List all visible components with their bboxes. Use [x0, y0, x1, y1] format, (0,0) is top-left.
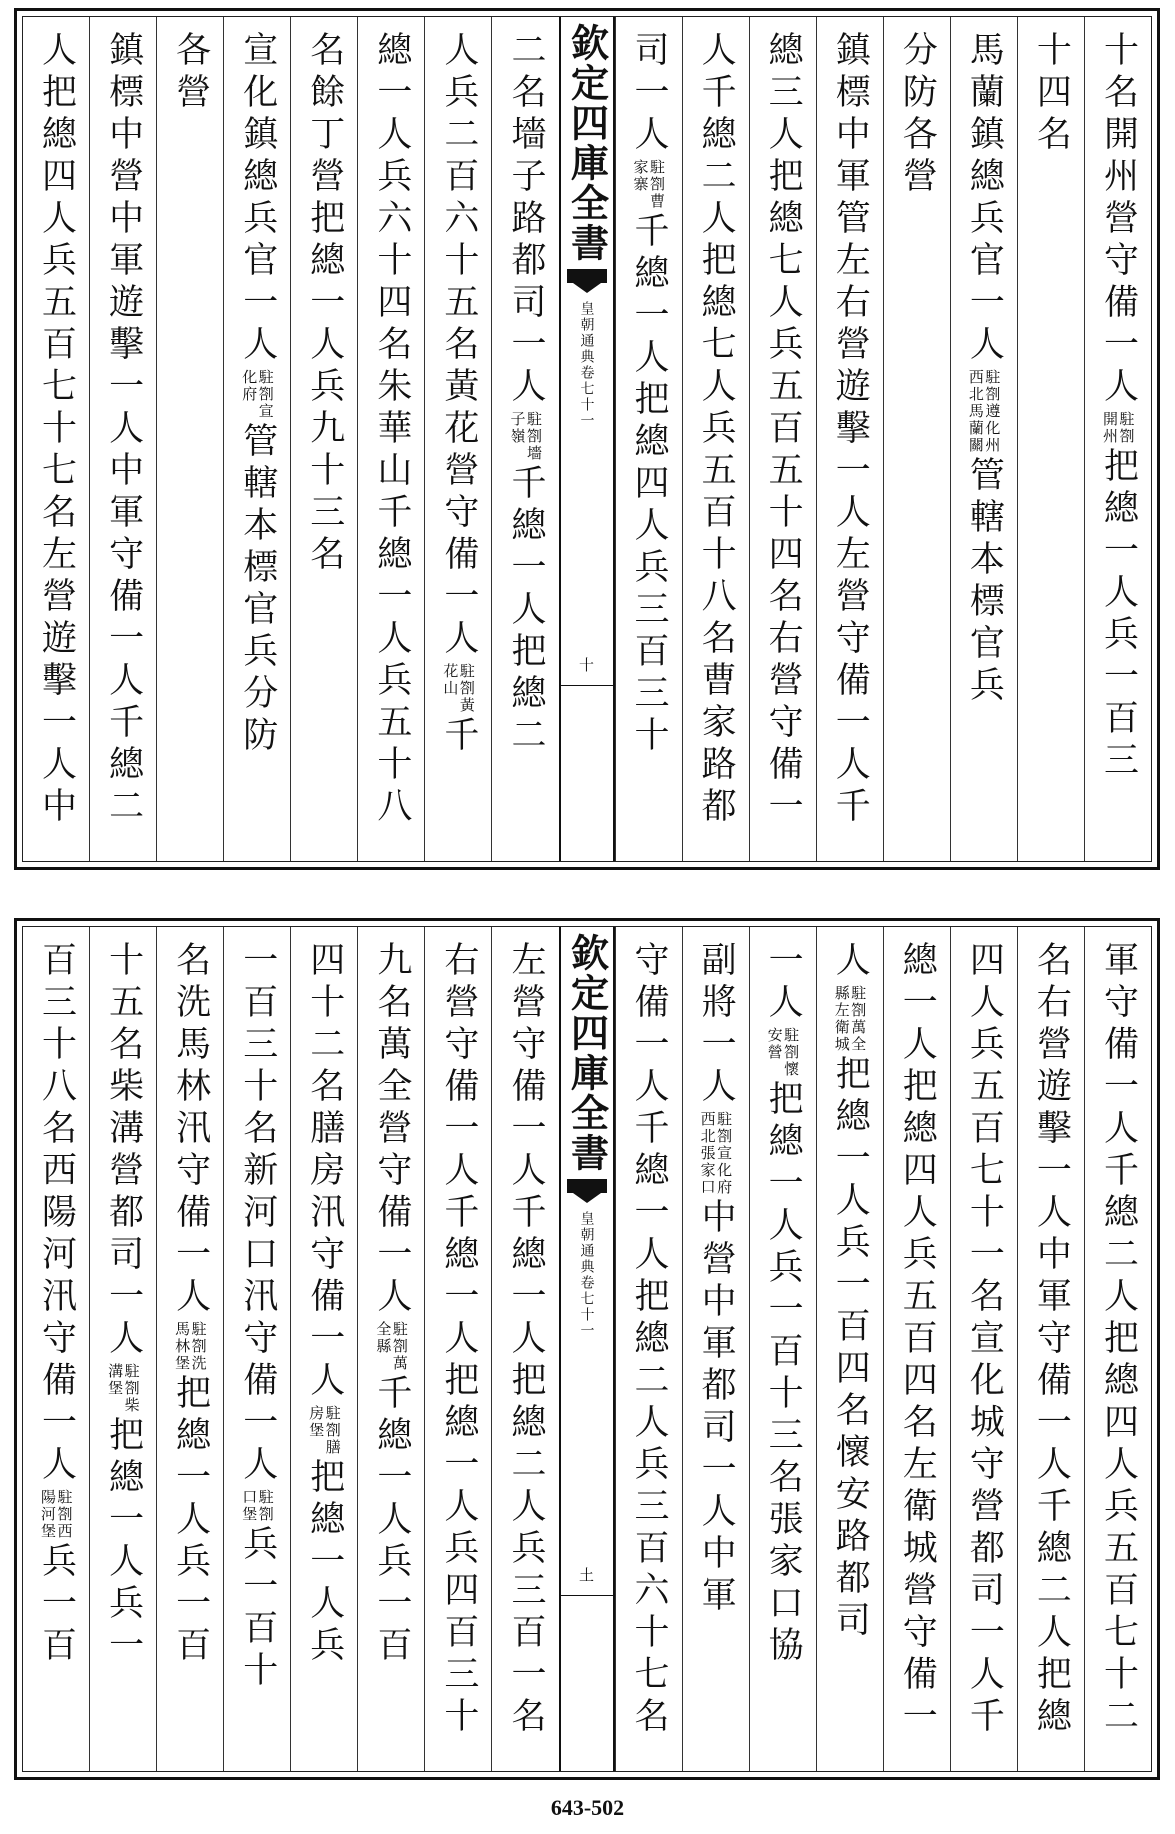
text-column: [615, 927, 682, 1771]
center-fold: [559, 17, 615, 861]
column-text: 千總一人兵一百: [371, 1374, 412, 1668]
column-text: 右營守備一人千總一人把總一人兵四百三十: [438, 941, 479, 1739]
column-text: 各營: [170, 31, 211, 115]
column-text: 把總一人兵一: [103, 1416, 144, 1668]
annotation-note: 駐劄 口堡: [240, 1489, 275, 1523]
annotation-note: 駐劄萬全 縣左衛城: [832, 985, 868, 1053]
annotation-note: 駐劄西 陽河堡: [39, 1489, 74, 1540]
column-text: 總三人把總七人兵五百五十四名右營守備一: [763, 31, 804, 829]
column-text: 管轄本標官兵分防: [237, 422, 278, 758]
annotation-note: 駐劄懷 安營: [765, 1027, 801, 1078]
book-name: [577, 1211, 597, 1339]
text-column: [749, 927, 816, 1771]
text-column: [223, 17, 290, 861]
column-text: 十五名柴溝營都司一人: [103, 941, 144, 1361]
text-column: [491, 927, 558, 1771]
text-column: [290, 927, 357, 1771]
column-text: 千: [438, 716, 479, 758]
annotation-note: 駐劄遵化州 西北馬蘭關: [966, 369, 1002, 454]
column-text: 一百三十名新河口汛守備一人: [237, 941, 278, 1487]
text-column: [749, 17, 816, 861]
text-column: [357, 17, 424, 861]
column-text: 中營中軍都司一人中軍: [696, 1198, 737, 1618]
page-number: 十: [577, 657, 595, 672]
text-column: [883, 927, 950, 1771]
column-text: 名餘丁營把總一人兵九十三名: [304, 31, 345, 577]
column-text: 人把總四人兵五百七十七名左營遊擊一人中: [36, 31, 77, 829]
column-text: 四人兵五百七十一名宣化城守營都司一人千: [964, 941, 1005, 1739]
volume-number: 卷七十一: [578, 1275, 595, 1339]
column-text: 人兵二百六十五名黃花營守備一人: [438, 31, 479, 661]
text-column: [950, 17, 1017, 861]
text-column: [156, 17, 223, 861]
column-text: 一人: [763, 941, 804, 1025]
column-text: 人: [830, 941, 871, 983]
page-code: 643-502: [550, 1795, 625, 1820]
annotation-note: 駐劄膳 房堡: [307, 1405, 342, 1456]
text-column: [290, 17, 357, 861]
volume-number: 卷七十一: [578, 365, 595, 429]
column-text: 人千總二人把總七人兵五百十八名曹家路都: [696, 31, 737, 829]
text-column: [950, 927, 1017, 1771]
text-column: [491, 17, 558, 861]
column-text: 守備一人千總一人把總二人兵三百六十七名: [629, 941, 670, 1739]
column-text: 宣化鎮總兵官一人: [237, 31, 278, 367]
column-text: 百三十八名西陽河汛守備一人: [36, 941, 77, 1487]
column-text: 九名萬全營守備一人: [371, 941, 412, 1319]
text-column: [682, 927, 749, 1771]
text-column: [424, 927, 491, 1771]
text-column: [23, 17, 89, 861]
text-column: [424, 17, 491, 861]
text-column: [1084, 927, 1151, 1771]
text-column: [816, 927, 883, 1771]
annotation-note: 駐劄洗 馬林堡: [173, 1321, 208, 1372]
divider: [561, 1595, 613, 1596]
column-text: 把總一人兵一百: [170, 1374, 211, 1668]
annotation-note: 駐劄柴 溝堡: [106, 1363, 141, 1414]
column-text: 管轄本標官兵: [964, 456, 1005, 708]
text-column: [816, 17, 883, 861]
center-fold: [559, 927, 615, 1771]
book-title: 皇朝通典: [578, 301, 595, 365]
text-column: [682, 17, 749, 861]
top-page: [14, 8, 1160, 870]
annotation-note: 駐劄墻 子嶺: [508, 411, 543, 462]
library-title: 欽定四庫全書: [564, 933, 610, 1173]
column-text: 總一人兵六十四名朱華山千總一人兵五十八: [371, 31, 412, 829]
column-text: 把總一人兵: [304, 1458, 345, 1668]
column-text: 司一人: [629, 31, 670, 157]
text-column: [89, 927, 156, 1771]
column-text: 總一人把總四人兵五百四名左衛城營守備一: [897, 941, 938, 1739]
column-text: 左營守備一人千總一人把總二人兵三百一名: [505, 941, 546, 1739]
text-column: [1084, 17, 1151, 861]
column-text: 把總一人兵一百十三名張家口協: [763, 1080, 804, 1668]
text-column: [23, 927, 89, 1771]
bottom-columns: [23, 927, 1151, 1771]
text-column: [357, 927, 424, 1771]
text-column: [1017, 17, 1084, 861]
annotation-note: 駐劄萬 全縣: [374, 1321, 409, 1372]
column-text: 兵一百: [36, 1542, 77, 1668]
annotation-note: 駐劄宣 化府: [240, 369, 275, 420]
column-text: 把總一人兵一百四名懷安路都司: [830, 1055, 871, 1643]
text-column: [223, 927, 290, 1771]
column-text: 四十二名膳房汛守備一人: [304, 941, 345, 1403]
annotation-note: 駐劄 開州: [1100, 411, 1136, 445]
book-title: 皇朝通典: [578, 1211, 595, 1275]
annotation-note: 駐劄宣化府 西北張家口: [698, 1111, 734, 1196]
column-text: 馬蘭鎮總兵官一人: [964, 31, 1005, 367]
bottom-page: [14, 918, 1160, 1780]
column-text: 十四名: [1031, 31, 1072, 157]
column-text: 副將一人: [696, 941, 737, 1109]
column-text: 軍守備一人千總二人把總四人兵五百七十二: [1098, 941, 1139, 1739]
text-column: [883, 17, 950, 861]
annotation-note: 駐劄黃 花山: [441, 663, 476, 714]
column-text: 鎮標中營中軍遊擊一人中軍守備一人千總二: [103, 31, 144, 829]
column-text: 名右營遊擊一人中軍守備一人千總二人把總: [1031, 941, 1072, 1739]
fishtail-mark-icon: [567, 269, 607, 293]
column-text: 十名開州營守備一人: [1098, 31, 1139, 409]
fishtail-mark-icon: [567, 1179, 607, 1203]
column-text: 分防各營: [897, 31, 938, 199]
column-text: 二名墻子路都司一人: [505, 31, 546, 409]
text-column: [615, 17, 682, 861]
text-column: [89, 17, 156, 861]
text-column: [1017, 927, 1084, 1771]
column-text: 鎮標中軍管左右營遊擊一人左營守備一人千: [830, 31, 871, 829]
top-columns: [23, 17, 1151, 861]
column-text: 千總一人把總二: [505, 464, 546, 758]
column-text: 名洗馬林汛守備一人: [170, 941, 211, 1319]
column-text: 兵一百十: [237, 1525, 278, 1693]
column-text: 把總一人兵一百三: [1098, 447, 1139, 783]
page-number: 土: [577, 1567, 595, 1582]
book-name: [577, 301, 597, 429]
annotation-note: 駐劄曹 家寨: [631, 159, 667, 210]
text-column: [156, 927, 223, 1771]
column-text: 千總一人把總四人兵三百三十: [629, 212, 670, 758]
library-title: 欽定四庫全書: [564, 23, 610, 263]
divider: [561, 685, 613, 686]
